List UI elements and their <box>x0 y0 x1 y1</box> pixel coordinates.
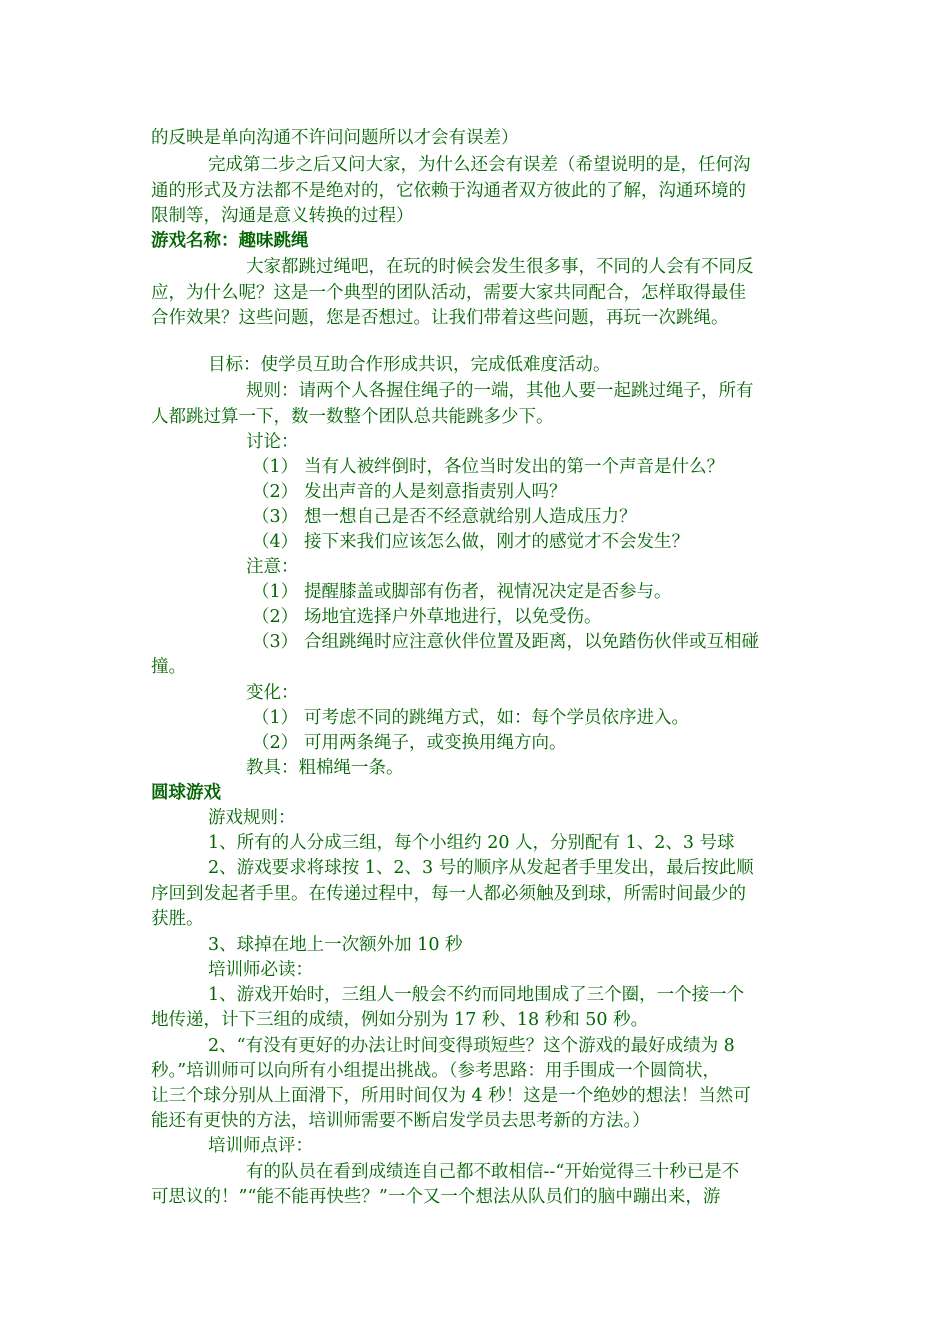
paragraph-line: 能还有更快的方法，培训师需要不断启发学员去思考新的方法。） <box>151 1111 650 1131</box>
paragraph-line: 序回到发起者手里。在传递过程中，每一人都必须触及到球，所需时间最少的 <box>151 884 746 904</box>
trainer-review-title: 培训师点评： <box>208 1136 313 1156</box>
list-item-text: 合组跳绳时应注意伙伴位置及距离，以免踏伤伙伴或互相碰 <box>304 632 759 652</box>
paragraph-line: 应，为什么呢？这是一个典型的团队活动，需要大家共同配合，怎样取得最佳 <box>151 283 746 303</box>
list-item-text: 提醒膝盖或脚部有伤者，视情况决定是否参与。 <box>304 582 672 602</box>
list-item-text: 可用两条绳子，或变换用绳方向。 <box>304 733 567 753</box>
list-number: （3） <box>252 632 299 652</box>
list-item-text: 场地宜选择户外草地进行，以免受伤。 <box>304 607 602 627</box>
section-heading-rope-skipping: 游戏名称：趣味跳绳 <box>151 231 309 251</box>
list-number: （3） <box>252 507 299 527</box>
list-number: （1） <box>252 582 299 602</box>
list-item-text: 可考虑不同的跳绳方式，如：每个学员依序进入。 <box>304 708 689 728</box>
variation-label: 变化： <box>246 683 299 703</box>
tools-line: 教具：粗棉绳一条。 <box>246 758 404 778</box>
list-item-text: 想一想自己是否不经意就给别人造成压力？ <box>304 507 637 527</box>
paragraph-line: 获胜。 <box>151 909 204 929</box>
section-heading-ball-game: 圆球游戏 <box>151 783 221 803</box>
paragraph-line: 大家都跳过绳吧，在玩的时候会发生很多事，不同的人会有不同反 <box>246 257 754 277</box>
trainer-must-read-title: 培训师必读： <box>208 960 313 980</box>
paragraph-line: 3、球掉在地上一次额外加 10 秒 <box>208 935 463 955</box>
paragraph-line: 1、游戏开始时，三组人一般会不约而同地围成了三个圈，一个接一个 <box>208 985 745 1005</box>
list-number: （4） <box>252 532 299 552</box>
note-label: 注意： <box>246 557 299 577</box>
list-number: （2） <box>252 607 299 627</box>
goal-line: 目标：使学员互助合作形成共识，完成低难度活动。 <box>208 355 611 375</box>
rules-title: 游戏规则： <box>208 808 296 828</box>
list-number: （2） <box>252 733 299 753</box>
paragraph-line: 让三个球分别从上面滑下，所用时间仅为 4 秒！这是一个绝妙的想法！当然可 <box>151 1086 751 1106</box>
list-number: （1） <box>252 457 299 477</box>
list-item-text: 接下来我们应该怎么做，刚才的感觉才不会发生？ <box>304 532 689 552</box>
paragraph-line: 的反映是单向沟通不许问问题所以才会有误差） <box>151 128 519 148</box>
list-item-text: 当有人被绊倒时，各位当时发出的第一个声音是什么？ <box>304 457 724 477</box>
paragraph-line: 有的队员在看到成绩连自己都不敢相信--“开始觉得三十秒已是不 <box>246 1162 740 1182</box>
paragraph-line: 1、所有的人分成三组，每个小组约 20 人，分别配有 1、2、3 号球 <box>208 833 735 853</box>
paragraph-line: 限制等，沟通是意义转换的过程） <box>151 206 414 226</box>
paragraph-line: 可思议的！”“能不能再快些？”一个又一个想法从队员们的脑中蹦出来，游 <box>151 1187 721 1207</box>
paragraph-line: 2、游戏要求将球按 1、2、3 号的顺序从发起者手里发出，最后按此顺 <box>208 858 754 878</box>
rule-line: 规则：请两个人各握住绳子的一端，其他人要一起跳过绳子，所有 <box>246 381 754 401</box>
paragraph-line: 完成第二步之后又问大家，为什么还会有误差（希望说明的是，任何沟 <box>208 155 751 175</box>
paragraph-line: 地传递，计下三组的成绩，例如分别为 17 秒、18 秒和 50 秒。 <box>151 1010 649 1030</box>
paragraph-line: 秒。”培训师可以向所有小组提出挑战。（参考思路：用手围成一个圆筒状， <box>151 1061 720 1081</box>
discussion-label: 讨论： <box>246 432 299 452</box>
paragraph-line: 2、“有没有更好的办法让时间变得琐短些？这个游戏的最好成绩为 8 <box>208 1036 735 1056</box>
list-number: （2） <box>252 482 299 502</box>
list-number: （1） <box>252 708 299 728</box>
rule-line: 人都跳过算一下，数一数整个团队总共能跳多少下。 <box>151 407 554 427</box>
paragraph-line: 通的形式及方法都不是绝对的，它依赖于沟通者双方彼此的了解，沟通环境的 <box>151 181 746 201</box>
list-item-text: 发出声音的人是刻意指责别人吗？ <box>304 482 567 502</box>
paragraph-line: 合作效果？这些问题，您是否想过。让我们带着这些问题，再玩一次跳绳。 <box>151 308 729 328</box>
list-item-text: 撞。 <box>151 657 186 677</box>
